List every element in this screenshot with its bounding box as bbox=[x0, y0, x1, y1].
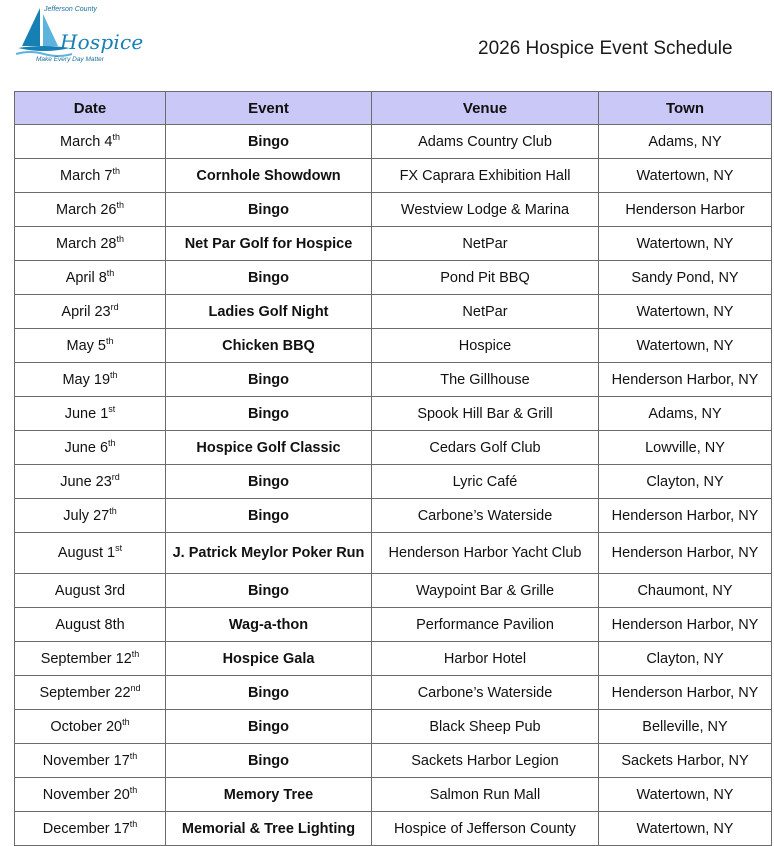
event-name: Hospice Gala bbox=[166, 642, 372, 676]
table-row bbox=[15, 778, 772, 812]
event-name: Bingo bbox=[166, 363, 372, 397]
event-date bbox=[15, 159, 166, 193]
event-name: Ladies Golf Night bbox=[166, 295, 372, 329]
event-name: Bingo bbox=[166, 676, 372, 710]
event-date-text: March 7 bbox=[60, 167, 113, 184]
table-row bbox=[15, 227, 772, 261]
event-date-ordinal: th bbox=[122, 716, 130, 727]
event-date-ordinal: th bbox=[129, 750, 138, 761]
event-date bbox=[15, 125, 166, 159]
table-header-row bbox=[15, 92, 772, 125]
event-date-ordinal: th bbox=[116, 199, 124, 210]
event-date-text: November 20 bbox=[42, 786, 130, 803]
event-name: Bingo bbox=[166, 397, 372, 431]
event-venue: Adams Country Club bbox=[372, 125, 599, 159]
event-name: Memory Tree bbox=[166, 778, 372, 812]
event-town: Watertown, NY bbox=[599, 227, 772, 261]
event-date-text: March 26 bbox=[56, 201, 117, 218]
table-row bbox=[15, 710, 772, 744]
table-row bbox=[15, 295, 772, 329]
event-town: Henderson Harbor, NY bbox=[599, 363, 772, 397]
event-date-text: June 23 bbox=[60, 473, 112, 490]
event-date-text: June 6 bbox=[64, 439, 109, 456]
event-venue: NetPar bbox=[372, 295, 599, 329]
event-date-ordinal: rd bbox=[111, 471, 120, 482]
event-date bbox=[15, 227, 166, 261]
event-date-text: December 17 bbox=[42, 820, 130, 837]
event-town: Watertown, NY bbox=[599, 812, 772, 846]
event-town: Clayton, NY bbox=[599, 465, 772, 499]
column-header-town: Town bbox=[599, 92, 772, 125]
table-row bbox=[15, 329, 772, 363]
event-name: Hospice Golf Classic bbox=[166, 431, 372, 465]
event-name: Cornhole Showdown bbox=[166, 159, 372, 193]
event-venue: Cedars Golf Club bbox=[372, 431, 599, 465]
table-row bbox=[15, 397, 772, 431]
event-name: Bingo bbox=[166, 710, 372, 744]
event-date-text: June 1 bbox=[64, 405, 109, 422]
event-name: Bingo bbox=[166, 465, 372, 499]
event-date bbox=[15, 295, 166, 329]
event-date-ordinal: th bbox=[129, 818, 138, 829]
event-date-text: August 3rd bbox=[54, 582, 126, 599]
event-date bbox=[15, 465, 166, 499]
table-row bbox=[15, 812, 772, 846]
event-date bbox=[15, 193, 166, 227]
event-date-text: March 4 bbox=[60, 133, 113, 150]
event-name: Wag-a-thon bbox=[166, 608, 372, 642]
event-date-ordinal: th bbox=[105, 335, 114, 346]
event-town: Watertown, NY bbox=[599, 778, 772, 812]
event-date-ordinal: st bbox=[115, 543, 123, 554]
event-town: Watertown, NY bbox=[599, 295, 772, 329]
event-name: Bingo bbox=[166, 193, 372, 227]
event-town: Belleville, NY bbox=[599, 710, 772, 744]
event-venue: Henderson Harbor Yacht Club bbox=[372, 533, 599, 574]
event-date bbox=[15, 261, 166, 295]
event-date bbox=[15, 533, 166, 574]
event-date bbox=[15, 431, 166, 465]
event-date bbox=[15, 642, 166, 676]
event-date-ordinal: rd bbox=[110, 301, 119, 312]
event-date-text: September 22 bbox=[39, 684, 131, 701]
event-date-ordinal: th bbox=[112, 131, 120, 142]
logo-org: Jefferson County bbox=[44, 6, 97, 13]
table-row bbox=[15, 744, 772, 778]
event-date-text: July 27 bbox=[63, 507, 110, 524]
event-venue: Waypoint Bar & Grille bbox=[372, 574, 599, 608]
event-date-ordinal: th bbox=[116, 233, 124, 244]
logo-name: Hospice bbox=[60, 30, 144, 54]
event-town: Henderson Harbor, NY bbox=[599, 499, 772, 533]
event-venue: Westview Lodge & Marina bbox=[372, 193, 599, 227]
event-date-ordinal: st bbox=[108, 403, 116, 414]
event-venue: Hospice bbox=[372, 329, 599, 363]
event-date bbox=[15, 744, 166, 778]
table-row bbox=[15, 533, 772, 574]
table-row bbox=[15, 642, 772, 676]
event-date-ordinal: th bbox=[106, 267, 115, 278]
event-name: Net Par Golf for Hospice bbox=[166, 227, 372, 261]
event-venue: Spook Hill Bar & Grill bbox=[372, 397, 599, 431]
event-town: Chaumont, NY bbox=[599, 574, 772, 608]
event-venue: Carbone’s Waterside bbox=[372, 676, 599, 710]
event-town: Lowville, NY bbox=[599, 431, 772, 465]
event-venue: Pond Pit BBQ bbox=[372, 261, 599, 295]
event-date-text: April 23 bbox=[61, 303, 111, 320]
event-name: Bingo bbox=[166, 744, 372, 778]
event-date-ordinal: th bbox=[109, 505, 117, 516]
event-town: Adams, NY bbox=[599, 397, 772, 431]
event-venue: Carbone’s Waterside bbox=[372, 499, 599, 533]
event-date bbox=[15, 574, 166, 608]
event-venue: Harbor Hotel bbox=[372, 642, 599, 676]
event-date-text: August 8th bbox=[55, 616, 125, 633]
table-row bbox=[15, 159, 772, 193]
table-row bbox=[15, 261, 772, 295]
event-date bbox=[15, 329, 166, 363]
event-date-ordinal: th bbox=[131, 648, 140, 659]
event-date bbox=[15, 812, 166, 846]
event-name: Chicken BBQ bbox=[166, 329, 372, 363]
event-venue: FX Caprara Exhibition Hall bbox=[372, 159, 599, 193]
event-date-ordinal: th bbox=[110, 369, 118, 380]
table-row bbox=[15, 499, 772, 533]
event-date-ordinal: nd bbox=[130, 682, 141, 693]
event-venue: Performance Pavilion bbox=[372, 608, 599, 642]
event-schedule-table bbox=[14, 91, 772, 846]
event-venue: Sackets Harbor Legion bbox=[372, 744, 599, 778]
event-town: Clayton, NY bbox=[599, 642, 772, 676]
event-date-ordinal: th bbox=[129, 784, 138, 795]
event-date-ordinal: th bbox=[112, 165, 120, 176]
event-town: Sandy Pond, NY bbox=[599, 261, 772, 295]
event-venue: Lyric Café bbox=[372, 465, 599, 499]
event-date bbox=[15, 608, 166, 642]
event-name: Bingo bbox=[166, 574, 372, 608]
event-date-text: May 5 bbox=[66, 337, 106, 354]
event-name: Bingo bbox=[166, 499, 372, 533]
table-row bbox=[15, 574, 772, 608]
event-venue: NetPar bbox=[372, 227, 599, 261]
table-row bbox=[15, 431, 772, 465]
column-header-venue: Venue bbox=[372, 92, 599, 125]
table-row bbox=[15, 465, 772, 499]
event-town: Watertown, NY bbox=[599, 159, 772, 193]
page-title: 2026 Hospice Event Schedule bbox=[478, 38, 733, 59]
event-name: Bingo bbox=[166, 125, 372, 159]
event-town: Henderson Harbor, NY bbox=[599, 608, 772, 642]
event-date-ordinal: th bbox=[108, 437, 116, 448]
event-date bbox=[15, 499, 166, 533]
event-town: Watertown, NY bbox=[599, 329, 772, 363]
event-date bbox=[15, 710, 166, 744]
logo-tagline: Make Every Day Matter bbox=[36, 56, 104, 63]
event-date-text: October 20 bbox=[50, 718, 123, 735]
event-town: Henderson Harbor, NY bbox=[599, 533, 772, 574]
event-town: Henderson Harbor bbox=[599, 193, 772, 227]
table-row bbox=[15, 676, 772, 710]
event-venue: Salmon Run Mall bbox=[372, 778, 599, 812]
table-row bbox=[15, 193, 772, 227]
event-town: Sackets Harbor, NY bbox=[599, 744, 772, 778]
column-header-event: Event bbox=[166, 92, 372, 125]
event-date bbox=[15, 676, 166, 710]
event-name: Bingo bbox=[166, 261, 372, 295]
hospice-logo bbox=[14, 4, 144, 68]
event-date-text: May 19 bbox=[62, 371, 111, 388]
event-venue: The Gillhouse bbox=[372, 363, 599, 397]
event-venue: Hospice of Jefferson County bbox=[372, 812, 599, 846]
event-name: J. Patrick Meylor Poker Run bbox=[166, 533, 372, 574]
table-row bbox=[15, 363, 772, 397]
event-date bbox=[15, 397, 166, 431]
table-row bbox=[15, 608, 772, 642]
event-town: Adams, NY bbox=[599, 125, 772, 159]
column-header-date: Date bbox=[15, 92, 166, 125]
event-date-text: April 8 bbox=[65, 269, 107, 286]
event-date-text: November 17 bbox=[42, 752, 130, 769]
event-name: Memorial & Tree Lighting bbox=[166, 812, 372, 846]
event-date-text: August 1 bbox=[57, 545, 116, 561]
event-date bbox=[15, 778, 166, 812]
event-venue: Black Sheep Pub bbox=[372, 710, 599, 744]
table-row bbox=[15, 125, 772, 159]
event-date-text: March 28 bbox=[56, 235, 117, 252]
event-date-text: September 12 bbox=[40, 650, 132, 667]
event-town: Henderson Harbor, NY bbox=[599, 676, 772, 710]
event-date bbox=[15, 363, 166, 397]
